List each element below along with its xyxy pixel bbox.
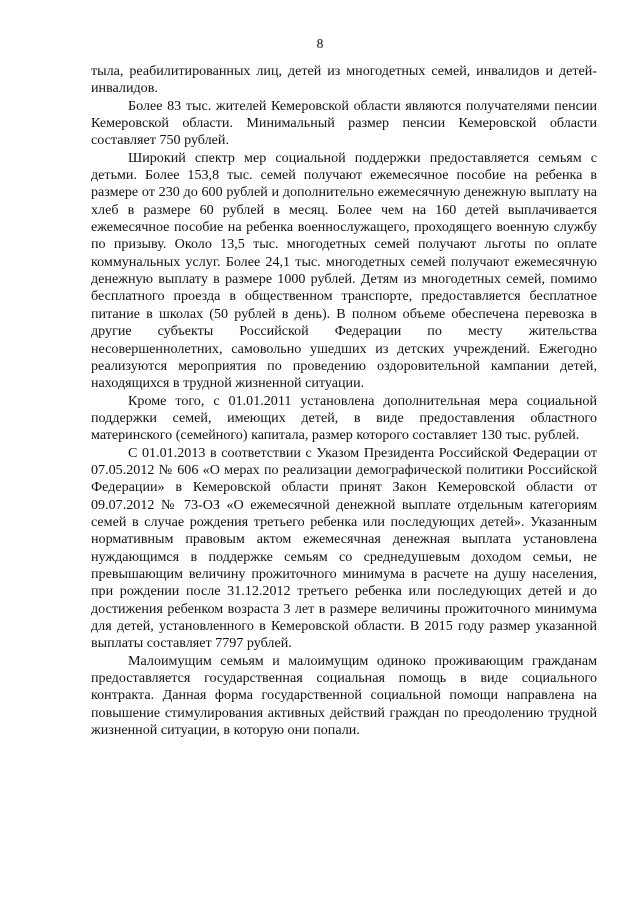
page-number: 8	[316, 36, 324, 51]
paragraph-monthly-payment: С 01.01.2013 в соответствии с Указом Президента Российской Федерации от 07.05.2012 № 606 «О мерах по реализации демографической политики Российской Федерации» в Кемеровской области принят Закон Кемеровской области от 09.07.2012 № 73-ОЗ «О ежемесячной денежной выплате отдельным категориям семей в случае рождения третьего ребенка или последующих детей». Указанным нормативным правовым актом ежемесячная денежная выплата установлена нуждающимся в поддержке семьям со среднедушевым доходом семьи, не превышающим величину прожиточного минимума в расчете на душу населения, при рождении после 31.12.2012 третьего ребенка или последующих детей и до достижения ребенком возраста 3 лет в размере величины прожиточного минимума для детей, установленного в Кемеровской области. В 2015 году размер указанной выплаты составляет 7797 рублей.	[91, 444, 597, 652]
paragraph-social-contract: Малоимущим семьям и малоимущим одиноко проживающим гражданам предоставляется государственная социальная помощь в виде социального контракта. Данная форма государственной социальной помощи направлена на повышение стимулирования активных действий граждан по преодолению трудной жизненной ситуации, в которую они попали.	[91, 652, 597, 739]
paragraph-continuation: тыла, реабилитированных лиц, детей из многодетных семей, инвалидов и детей-инвалидов.	[91, 63, 597, 97]
body-text	[91, 63, 597, 739]
paragraph-family-support: Широкий спектр мер социальной поддержки предоставляется семьям с детьми. Более 153,8 тыс. семей получают ежемесячное пособие на ребенка в размере от 230 до 600 рублей и дополнительно ежемесячную денежную выплату на хлеб в размере 60 рублей в месяц. Более чем на 160 детей выплачивается ежемесячное пособие на ребенка военнослужащего, проходящего военную службу по призыву. Около 13,5 тыс. многодетных семей получают льготы по оплате коммунальных услуг. Более 24,1 тыс. многодетных семей получают ежемесячную денежную выплату в размере 1000 рублей. Детям из многодетных семей, помимо бесплатного проезда в общественном транспорте, предоставляется бесплатное питание в школах (50 рублей в день). В полном объеме обеспечена перевозка в другие субъекты Российской Федерации по месту жительства несовершеннолетних, самовольно ушедших из детских учреждений. Ежегодно реализуются мероприятия по проведению оздоровительной кампании детей, находящихся в трудной жизненной ситуации.	[91, 149, 597, 392]
paragraph-maternity-capital: Кроме того, с 01.01.2011 установлена дополнительная мера социальной поддержки семей, имеющих детей, в виде предоставления областного материнского (семейного) капитала, размер которого составляет 130 тыс. рублей.	[91, 392, 597, 444]
paragraph-pension: Более 83 тыс. жителей Кемеровской области являются получателями пенсии Кемеровской области. Минимальный размер пенсии Кемеровской области составляет 750 рублей.	[91, 97, 597, 149]
